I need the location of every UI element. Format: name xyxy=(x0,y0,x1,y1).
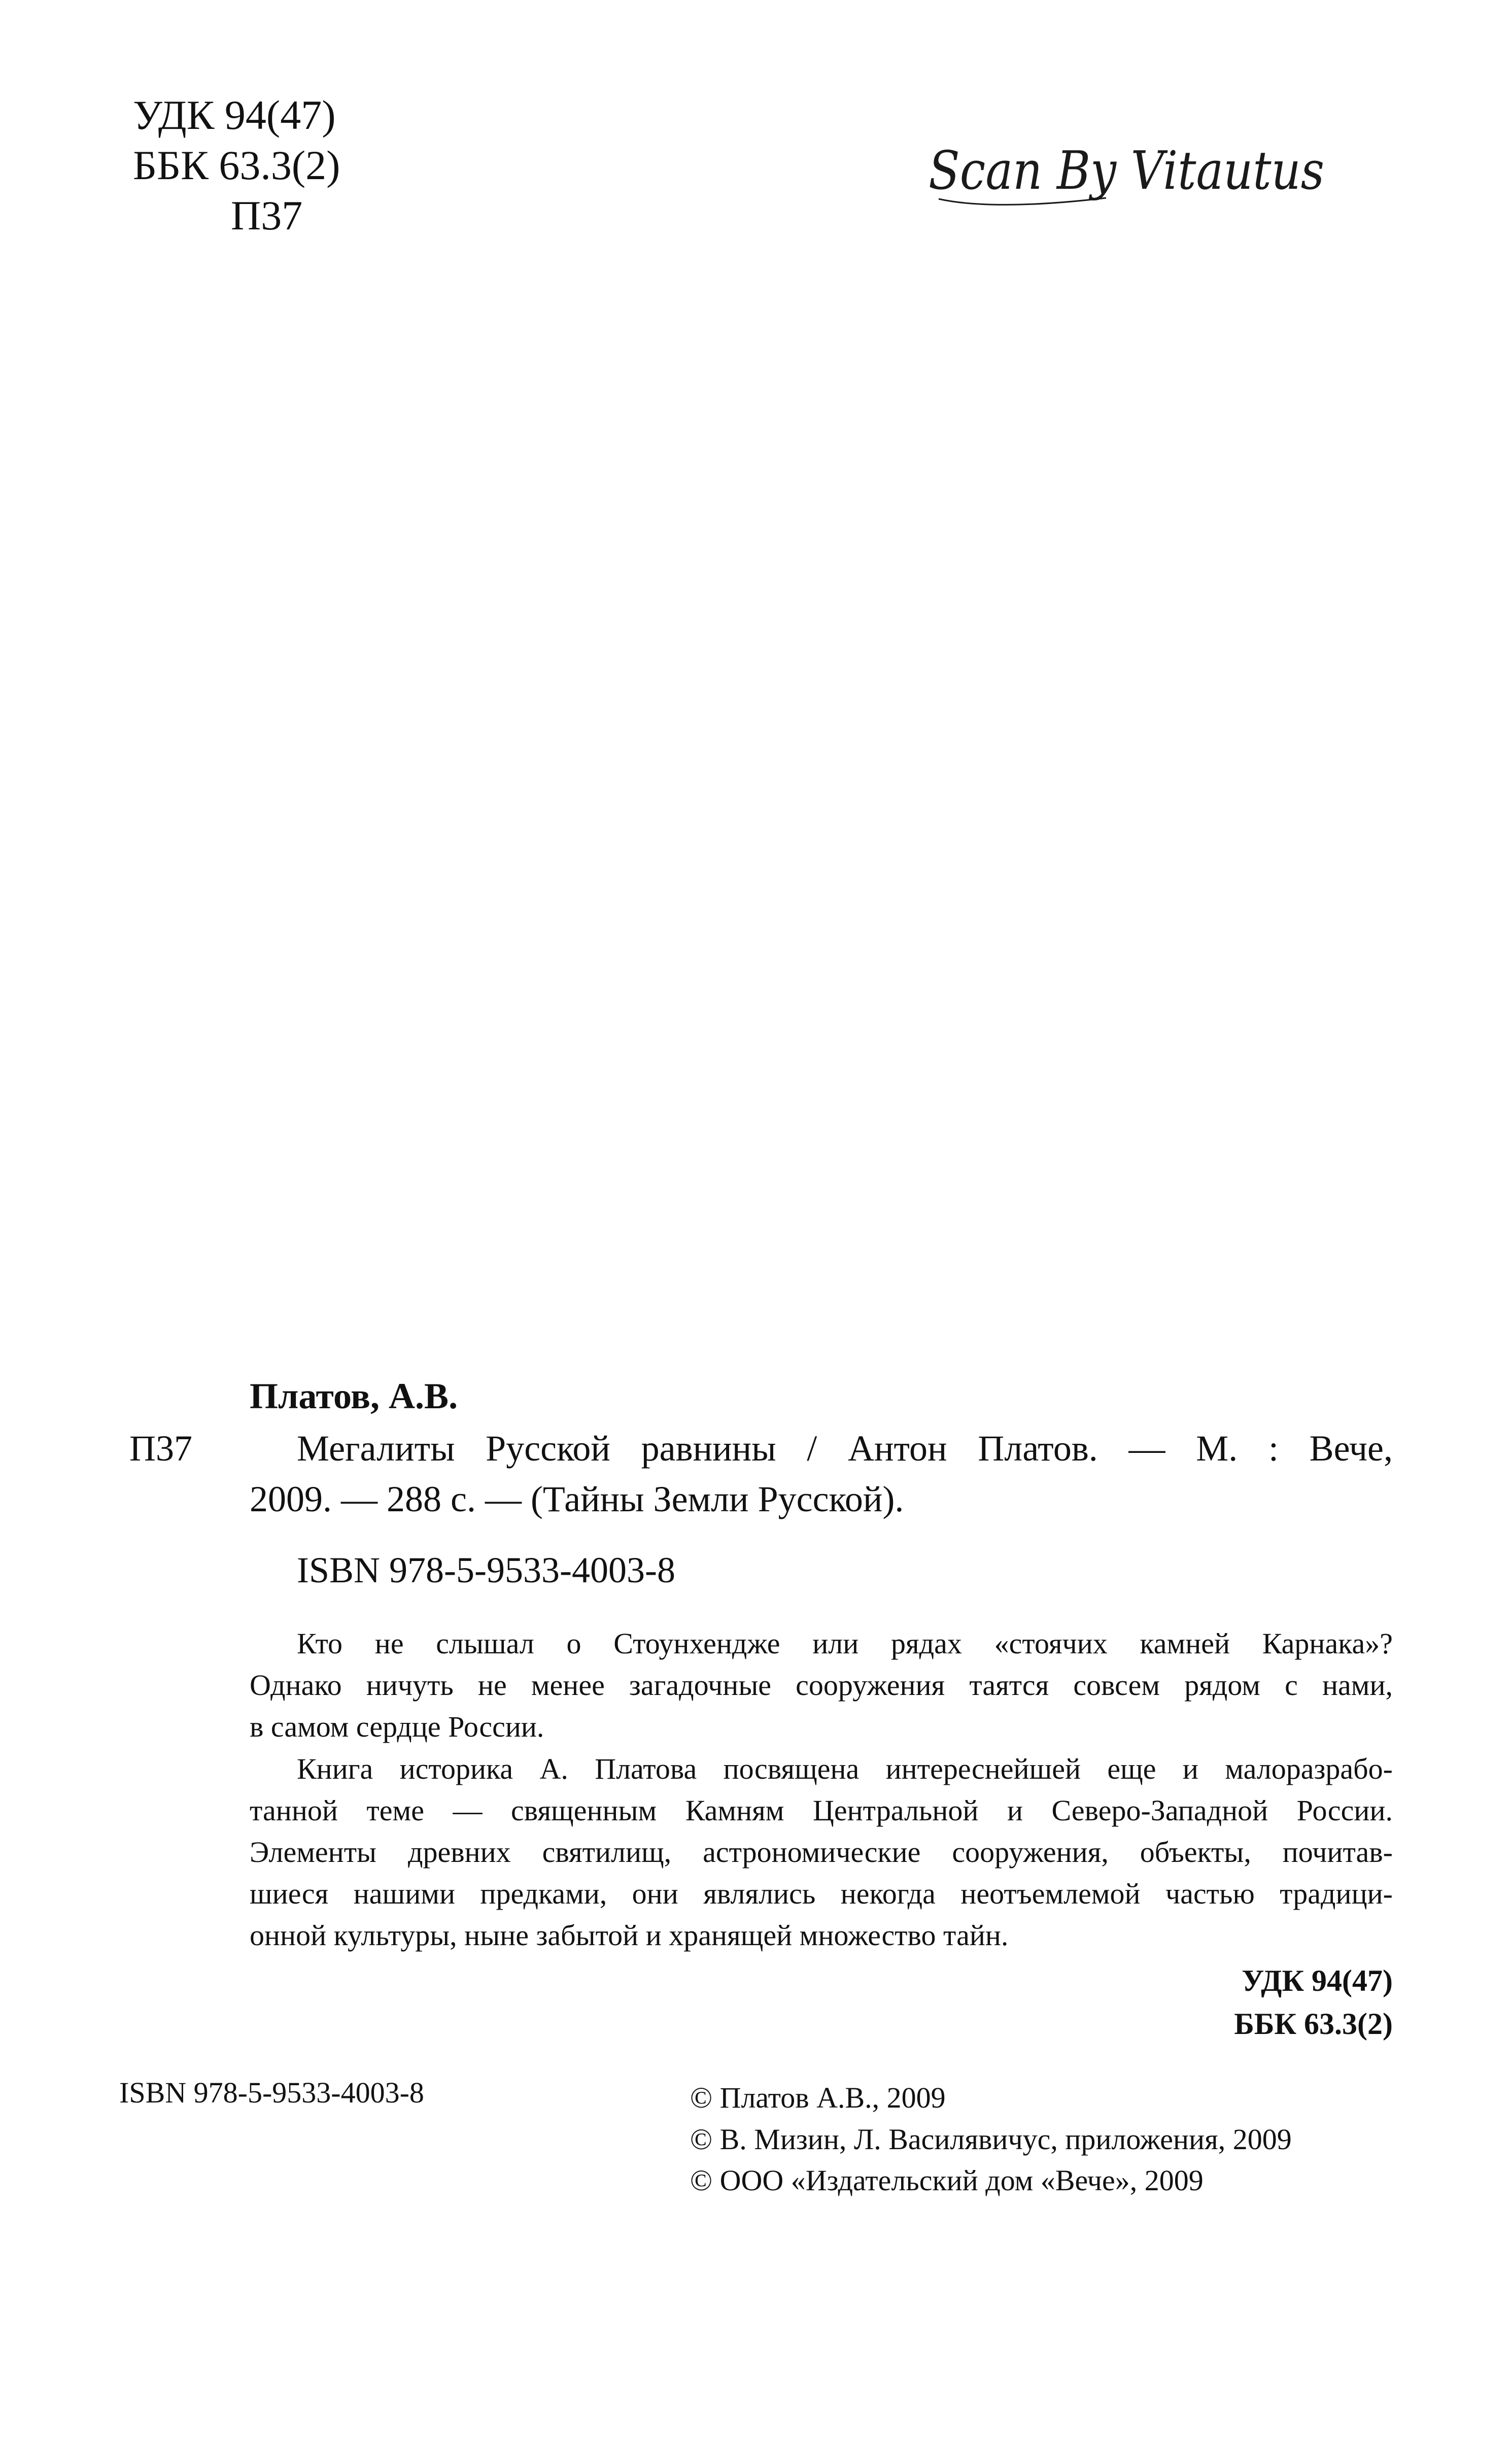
entry-title-line1: Мегалиты Русской равнины / Антон Платов. — М. : Вече, xyxy=(297,1428,1393,1469)
annotation-p2-line3: Элементы древних святилищ, астрономические сооружения, объекты, почитав- xyxy=(250,1836,1393,1869)
annotation-p2-line1: Книга историка А. Платова посвящена интереснейшей еще и малоразрабо- xyxy=(297,1752,1393,1785)
annotation-p1-line3: в самом сердце России. xyxy=(250,1710,544,1743)
header-code: П37 xyxy=(231,192,303,239)
annotation-p2-line4: шиеся нашими предками, они являлись некогда неотъемлемой частью традици- xyxy=(250,1877,1393,1910)
annotation-p2-line2: танной теме — священным Камням Центральной и Северо-Западной России. xyxy=(250,1794,1393,1827)
header-udk: УДК 94(47) xyxy=(133,92,336,138)
signature-text: Scan By Vitautus xyxy=(929,140,1324,201)
classification-bbk: ББК 63.3(2) xyxy=(1234,2007,1393,2041)
header-bbk: ББК 63.3(2) xyxy=(133,142,340,188)
copyright-line-3: © ООО «Издательский дом «Вече», 2009 xyxy=(690,2164,1204,2197)
annotation-p2-line5: онной культуры, ныне забытой и хранящей множество тайн. xyxy=(250,1919,1009,1952)
entry-isbn: ISBN 978-5-9533-4003-8 xyxy=(297,1550,675,1590)
footer-isbn: ISBN 978-5-9533-4003-8 xyxy=(119,2076,424,2109)
entry-code: П37 xyxy=(129,1428,192,1469)
copyright-line-1: © Платов А.В., 2009 xyxy=(690,2081,946,2114)
scanner-signature xyxy=(923,128,1329,214)
annotation-p1-line2: Однако ничуть не менее загадочные сооружения таятся совсем рядом с нами, xyxy=(250,1669,1393,1702)
entry-author: Платов, А.В. xyxy=(250,1376,458,1416)
classification-udk: УДК 94(47) xyxy=(1242,1964,1393,1997)
annotation-p1-line1: Кто не слышал о Стоунхендже или рядах «стоячих камней Карнака»? xyxy=(297,1627,1393,1660)
entry-title-line2: 2009. — 288 с. — (Тайны Земли Русской). xyxy=(250,1479,904,1519)
copyright-line-2: © В. Мизин, Л. Василявичус, приложения, 2009 xyxy=(690,2123,1292,2156)
